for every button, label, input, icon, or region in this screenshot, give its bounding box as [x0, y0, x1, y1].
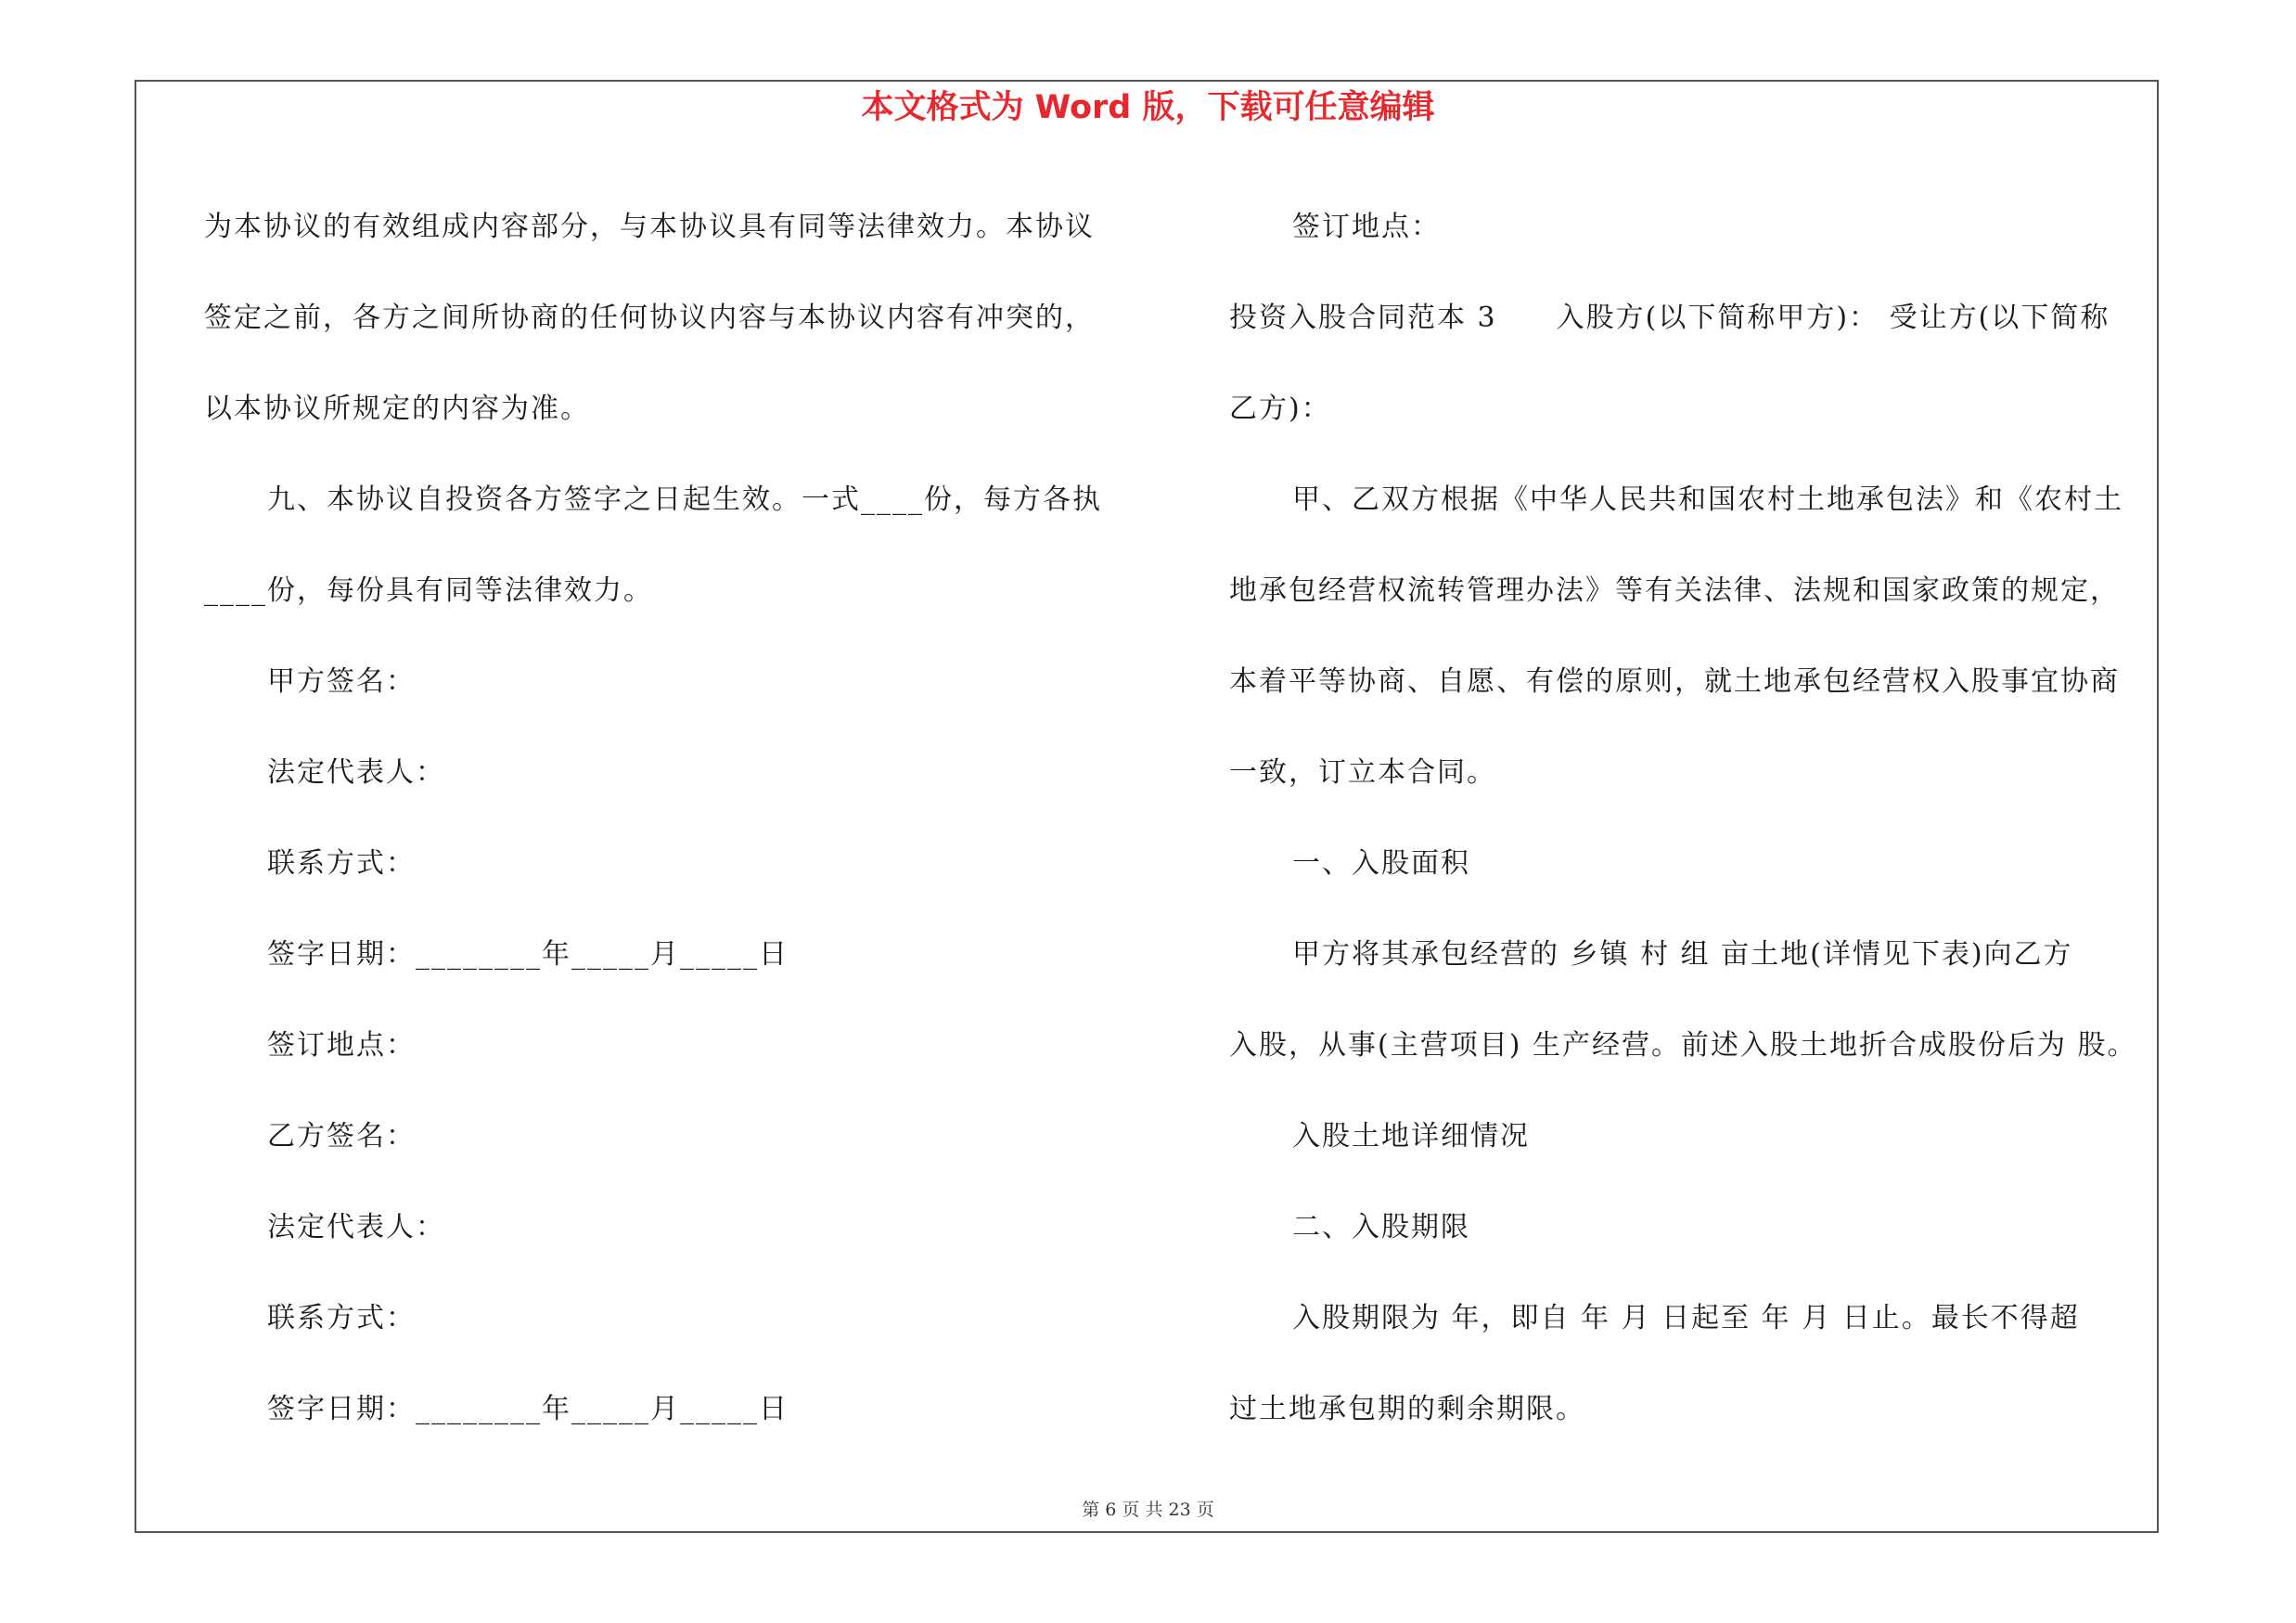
text-line: 联系方式：: [267, 1302, 416, 1334]
text-line: 地承包经营权流转管理办法》等有关法律、法规和国家政策的规定，: [1229, 574, 2120, 607]
text-line: 以本协议所规定的内容为准。: [204, 393, 590, 425]
format-banner: 本文格式为 Word 版，下载可任意编辑: [861, 89, 1435, 126]
text-line: 为本协议的有效组成内容部分，与本协议具有同等法律效力。本协议: [204, 211, 1095, 243]
text-line: 甲方签名：: [267, 665, 416, 698]
text-line: 入股，从事(主营项目) 生产经营。前述入股土地折合成股份后为 股。: [1229, 1029, 2137, 1062]
text-line: 过土地承包期的剩余期限。: [1229, 1393, 1585, 1425]
text-line: 一、入股面积: [1292, 847, 1470, 880]
text-line: 入股土地详细情况: [1292, 1120, 1530, 1153]
right-text-column: [1229, 182, 2159, 1455]
text-line: 甲、乙双方根据《中华人民共和国农村土地承包法》和《农村土: [1292, 483, 2123, 516]
text-line: 九、本协议自投资各方签字之日起生效。一式____份，每方各执: [267, 483, 1102, 516]
text-line: 二、入股期限: [1292, 1211, 1470, 1243]
text-line: 签字日期：________年_____月_____日: [267, 1393, 789, 1425]
text-line: 签订地点：: [1292, 211, 1441, 243]
page-number-footer: 第 6 页 共 23 页: [1082, 1500, 1214, 1520]
text-line: 乙方)：: [1229, 393, 1331, 425]
text-line: 签订地点：: [267, 1029, 416, 1062]
text-line: 联系方式：: [267, 847, 416, 880]
text-line: 乙方签名：: [267, 1120, 416, 1153]
text-line: 法定代表人：: [267, 1211, 445, 1243]
text-line: 签字日期：________年_____月_____日: [267, 938, 789, 971]
text-line: 甲方将其承包经营的 乡镇 村 组 亩土地(详情见下表)向乙方: [1292, 938, 2073, 971]
text-line: 入股期限为 年，即自 年 月 日起至 年 月 日止。最长不得超: [1292, 1302, 2080, 1334]
text-line: 签定之前，各方之间所协商的任何协议内容与本协议内容有冲突的，: [204, 302, 1095, 334]
text-line: 投资入股合同范本 3 入股方(以下简称甲方)： 受让方(以下简称: [1229, 302, 2110, 334]
text-line: 法定代表人：: [267, 756, 445, 789]
text-line: 本着平等协商、自愿、有偿的原则，就土地承包经营权入股事宜协商: [1229, 665, 2120, 698]
left-text-column: [204, 182, 1150, 1455]
text-line: ____份，每份具有同等法律效力。: [204, 574, 653, 607]
text-line: 一致，订立本合同。: [1229, 756, 1496, 789]
